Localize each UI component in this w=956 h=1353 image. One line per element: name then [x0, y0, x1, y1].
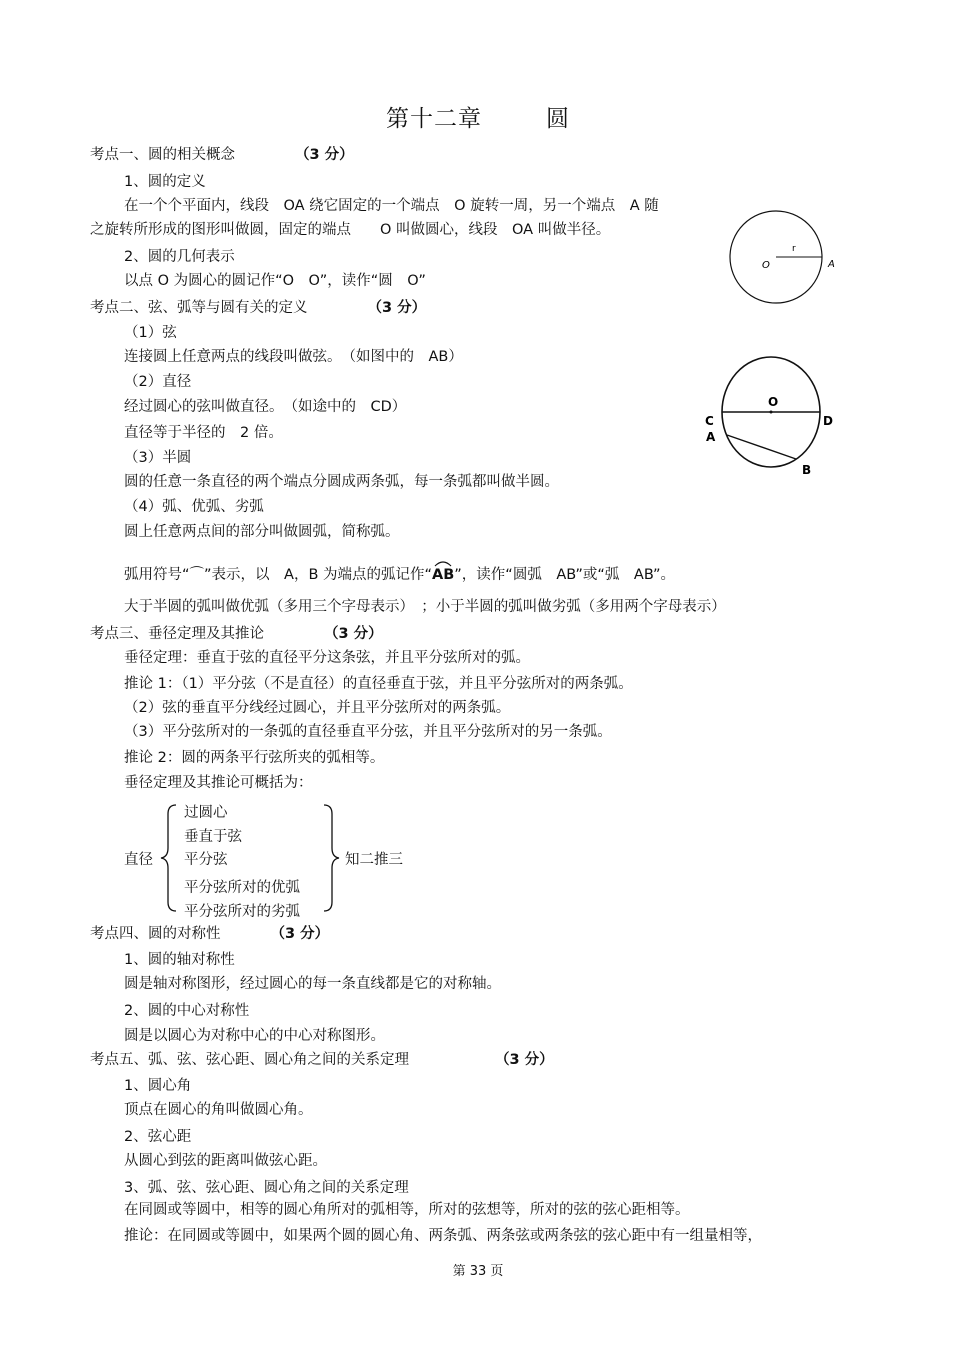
section-1-sub-2: 2、圆的几何表示	[124, 249, 235, 265]
section-1-sub-1: 1、圆的定义	[124, 174, 206, 190]
section-2-para-2b: 直径等于半径的 2 倍。	[124, 425, 283, 441]
circle-radius-figure	[720, 195, 850, 320]
section-2-para-2a: 经过圆心的弦叫做直径。 （如途中的 CD）	[124, 399, 407, 415]
section-2-sub-3: （3）半圆	[124, 450, 192, 466]
chord-diameter-figure	[700, 350, 850, 480]
section-3-heading: 考点三、垂径定理及其推论 （3 分）	[90, 626, 383, 642]
section-2-para-3: 圆的任意一条直径的两个端点分圆成两条弧，每一条弧都叫做半圆。	[124, 474, 559, 490]
section-3-para-2: 推论 1：（1）平分弦（不是直径）的直径垂直于弦，并且平分弦所对的两条弧。	[124, 676, 633, 692]
section-5-sub-3: 3、弧、弦、弦心距、圆心角之间的关系定理	[124, 1180, 409, 1196]
section-2-sub-1: （1）弦	[124, 325, 177, 341]
brace-left-label: 直径	[124, 852, 153, 868]
brace-item-3: 平分弦	[184, 852, 228, 868]
section-3-para-1: 垂径定理：垂直于弦的直径平分这条弦，并且平分弦所对的弧。	[124, 650, 530, 666]
section-3-para-5: 推论 2：圆的两条平行弦所夹的弧相等。	[124, 750, 385, 766]
section-4-para-2: 圆是以圆心为对称中心的中心对称图形。	[124, 1028, 385, 1044]
section-2-sub-2: （2）直径	[124, 374, 192, 390]
section-5-para-4: 推论：在同圆或等圆中，如果两个圆的圆心角、两条弧、两条弦或两条弦的弦心距中有一组量相等，	[124, 1228, 762, 1244]
section-2-para-4c: 大于半圆的弧叫做优弧（多用三个字母表示） ；小于半圆的弧叫做劣弧（多用两个字母表示）	[124, 599, 726, 615]
label-c: C	[705, 414, 714, 428]
section-1-para-2: 以点 O 为圆心的圆记作“O O”，读作“圆 O”	[124, 273, 426, 289]
section-5-sub-2: 2、弦心距	[124, 1129, 192, 1145]
section-4-sub-2: 2、圆的中心对称性	[124, 1003, 250, 1019]
label-d: D	[823, 414, 833, 428]
brace-item-1: 过圆心	[184, 805, 228, 821]
section-2-para-4b: 弧用符号“⌒”表示，以 A，B 为端点的弧记作“ AB”，读作“圆弧 AB”或“弧 AB”。	[124, 565, 675, 585]
chord-ab	[727, 435, 796, 459]
endpoint-label: A	[828, 259, 835, 270]
center-label: O	[762, 260, 770, 271]
center-point	[770, 411, 773, 414]
section-4-heading: 考点四、圆的对称性 （3 分）	[90, 926, 330, 942]
section-4-para-1: 圆是轴对称图形，经过圆心的每一条直线都是它的对称轴。	[124, 976, 501, 992]
section-2-para-1: 连接圆上任意两点的线段叫做弦。 （如图中的 AB）	[124, 349, 463, 365]
section-2-heading: 考点二、弦、弧等与圆有关的定义 （3 分）	[90, 300, 427, 316]
chapter-number: 第十二章	[386, 106, 482, 132]
label-a: A	[706, 430, 716, 444]
brace-item-4: 平分弦所对的优弧	[184, 880, 300, 896]
section-4-sub-1: 1、圆的轴对称性	[124, 952, 235, 968]
section-2-para-4a: 圆上任意两点间的部分叫做圆弧，简称弧。	[124, 524, 400, 540]
right-brace-icon	[320, 802, 342, 914]
section-1-para-1a: 在一个个平面内，线段 OA 绕它固定的一个端点 O 旋转一周，另一个端点 A 随	[124, 198, 659, 214]
brace-right-label: 知二推三	[345, 852, 403, 868]
section-5-para-1: 顶点在圆心的角叫做圆心角。	[124, 1102, 313, 1118]
brace-item-2: 垂直于弦	[184, 829, 242, 845]
section-3-para-4: （3）平分弦所对的一条弧的直径垂直平分弦，并且平分弦所对的另一条弧。	[124, 724, 612, 740]
left-brace-icon	[158, 802, 180, 914]
arc-ab-symbol: AB	[432, 565, 454, 585]
section-5-sub-1: 1、圆心角	[124, 1078, 192, 1094]
chapter-title	[0, 100, 956, 133]
section-5-para-2: 从圆心到弦的距离叫做弦心距。	[124, 1153, 327, 1169]
section-3-para-3: （2）弦的垂直平分线经过圆心，并且平分弦所对的两条弧。	[124, 700, 511, 716]
section-1-heading: 考点一、圆的相关概念 （3 分）	[90, 147, 354, 163]
radius-label: r	[792, 244, 796, 254]
section-5-heading: 考点五、弧、弦、弦心距、圆心角之间的关系定理 （3 分）	[90, 1052, 554, 1068]
arc-mark-icon	[432, 557, 454, 567]
section-2-sub-4: （4）弧、优弧、劣弧	[124, 499, 264, 515]
label-o: O	[768, 395, 779, 409]
section-3-para-6: 垂径定理及其推论可概括为：	[124, 775, 313, 791]
chapter-name: 圆	[546, 106, 570, 132]
label-b: B	[802, 463, 812, 477]
section-1-para-1b: 之旋转所形成的图形叫做圆，固定的端点 O 叫做圆心，线段 OA 叫做半径。	[90, 222, 611, 238]
brace-item-5: 平分弦所对的劣弧	[184, 904, 300, 920]
section-5-para-3: 在同圆或等圆中，相等的圆心角所对的弧相等，所对的弦想等，所对的弦的弦心距相等。	[124, 1202, 690, 1218]
page-number: 第 33 页	[452, 1264, 504, 1279]
